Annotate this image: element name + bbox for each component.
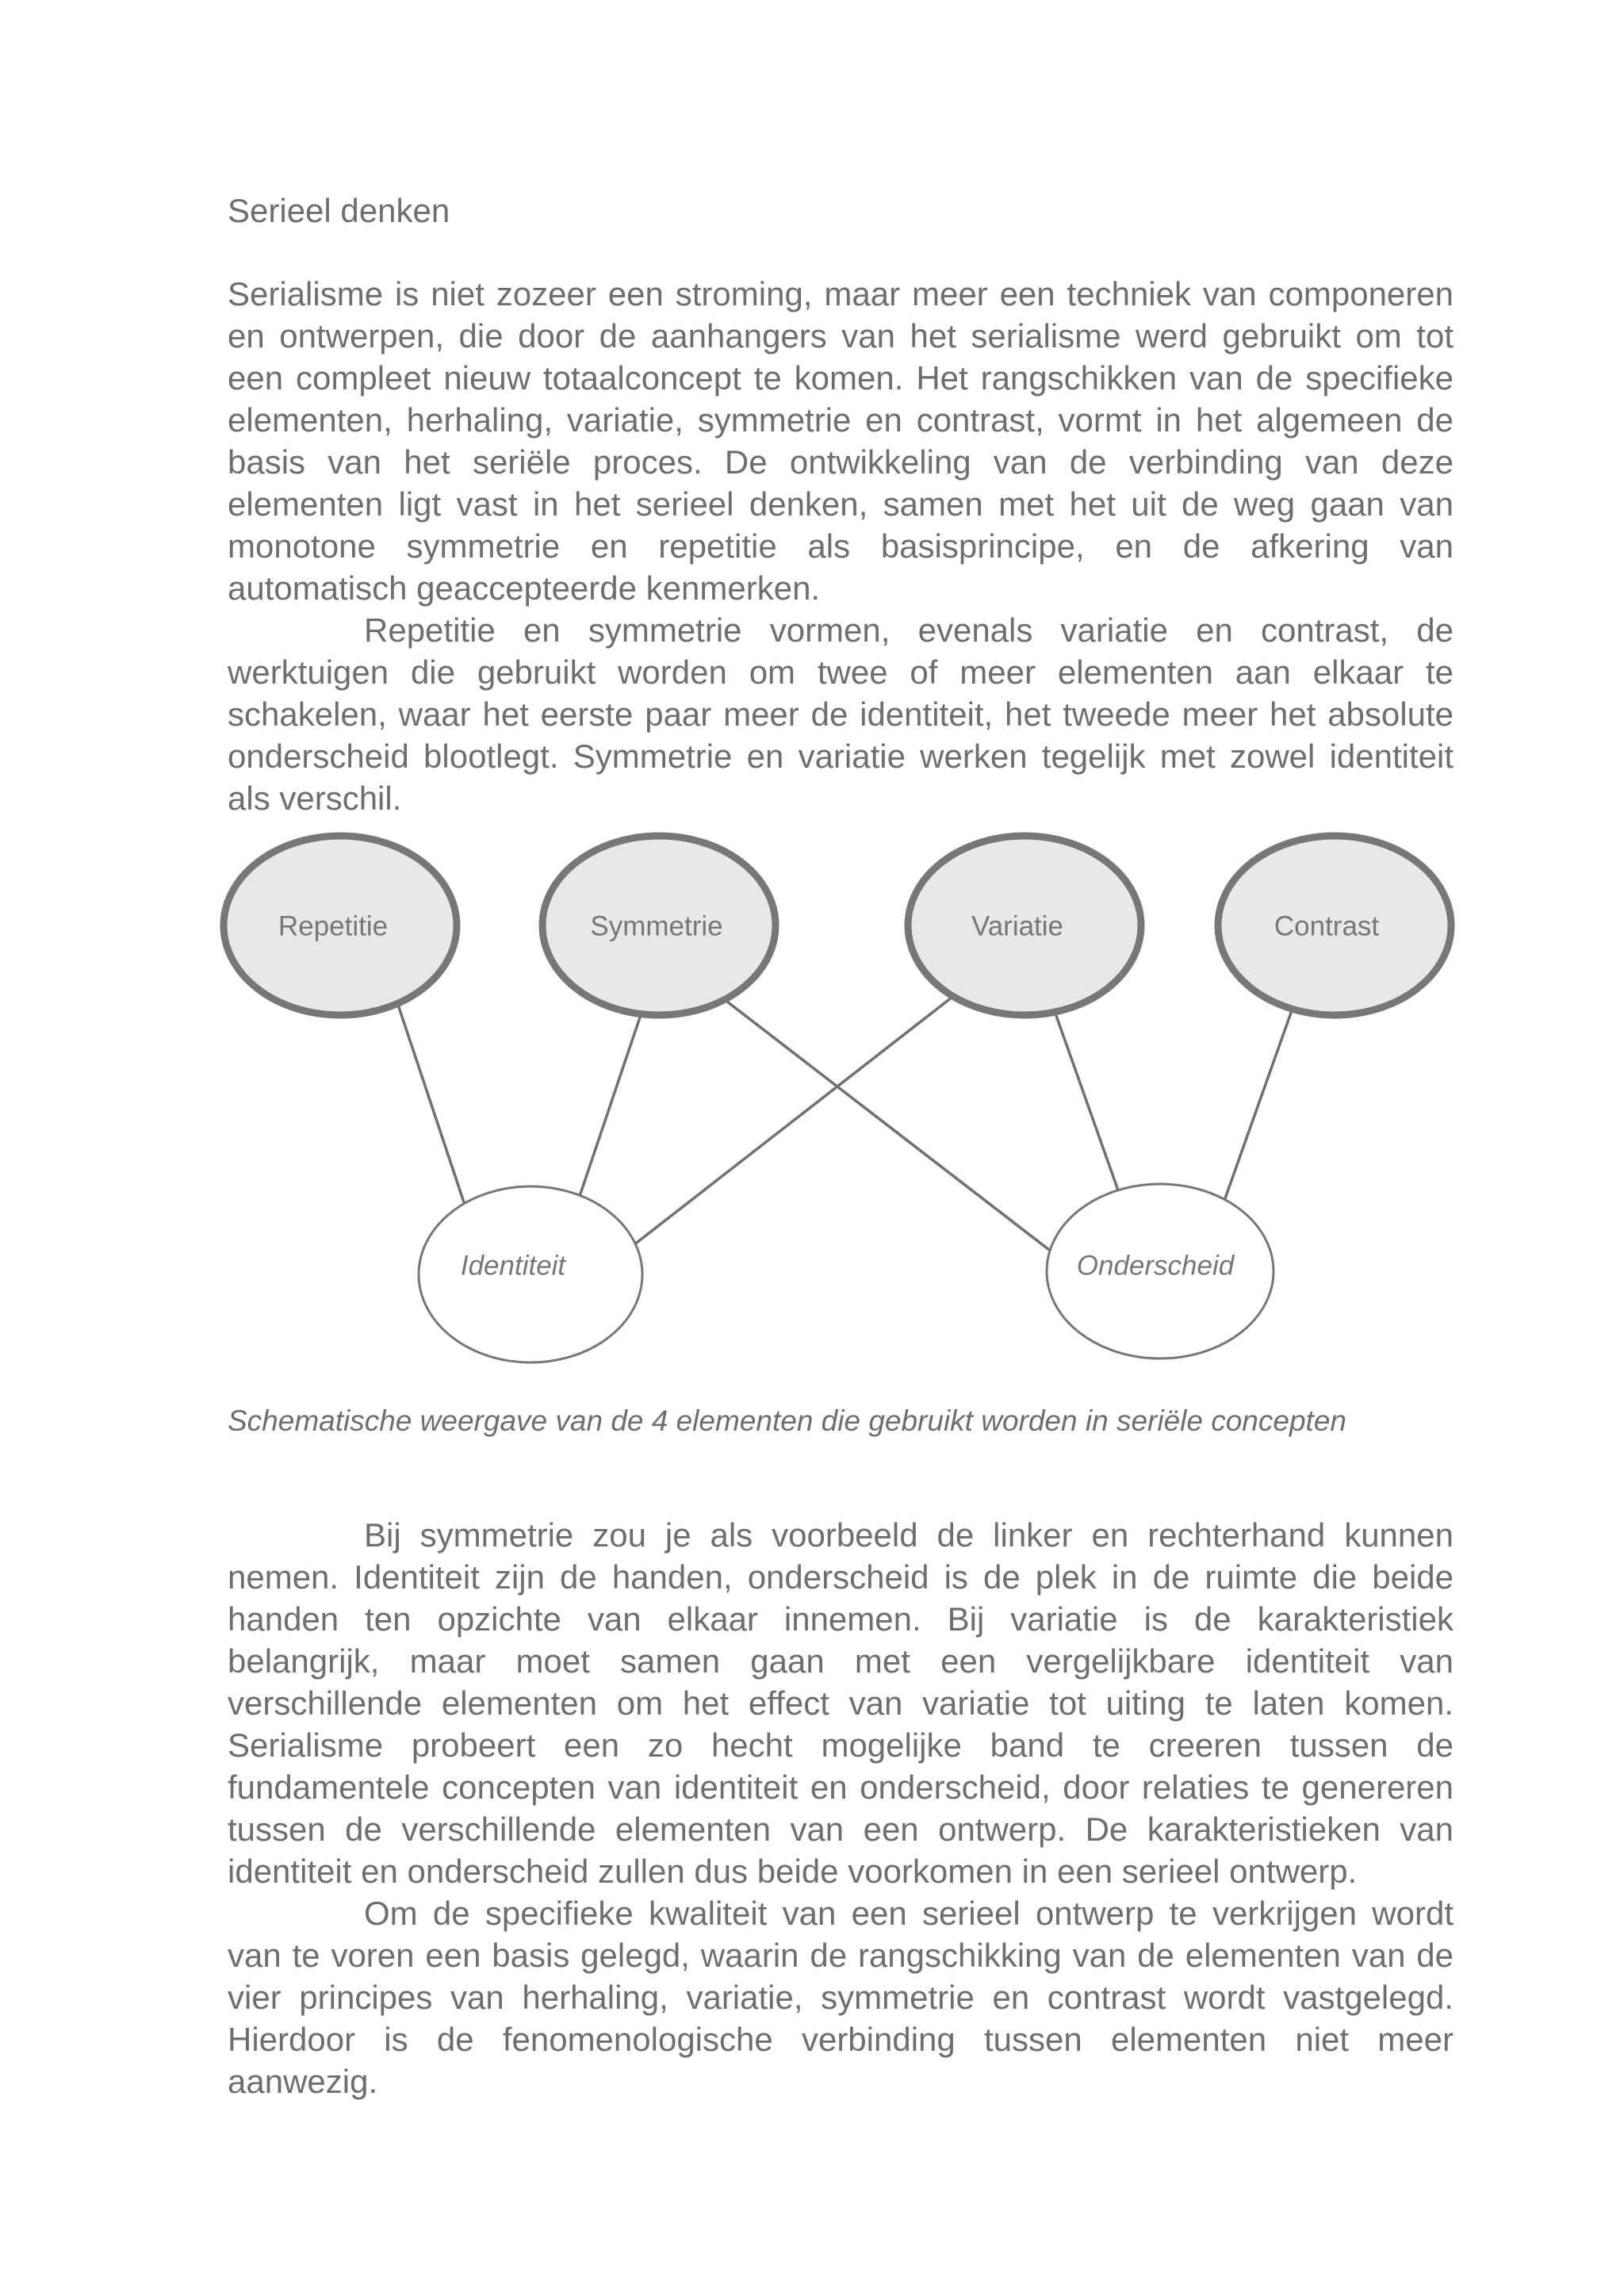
text-line: Repetitie en symmetrie vormen, evenals variatie en contrast, de xyxy=(364,611,1454,649)
edge-symmetrie-onderscheid xyxy=(717,994,1059,1258)
text-line: identiteit en onderscheid zullen dus beide voorkomen in een serieel ontwerp. xyxy=(228,1853,1358,1890)
text-line: Hierdoor is de fenomenologische verbinding tussen elementen niet meer xyxy=(228,2021,1454,2058)
text-line: en ontwerpen, die door de aanhangers van het serialisme werd gebruikt om tot xyxy=(228,317,1454,354)
text-line: werktuigen die gebruikt worden om twee of meer elementen aan elkaar te xyxy=(228,653,1454,691)
paragraph-4 xyxy=(228,1892,1454,2102)
text-line: Om de specifieke kwaliteit van een serieel ontwerp te verkrijgen wordt xyxy=(364,1895,1454,1932)
document-title: Serieel denken xyxy=(228,192,450,229)
edge-contrast-onderscheid xyxy=(1220,1002,1295,1212)
text-line: fundamentele concepten van identiteit en onderscheid, door relaties te genereren xyxy=(228,1768,1454,1806)
paragraph-3 xyxy=(228,1514,1454,1892)
text-block-lower xyxy=(228,1514,1454,2102)
text-line: elementen ligt vast in het serieel denken, samen met het uit de weg gaan van xyxy=(228,485,1454,523)
text-line: Serialisme probeert een zo hecht mogelijke band te creeren tussen de xyxy=(228,1726,1454,1764)
text-line: handen ten opzichte van elkaar innemen. Bij variatie is de karakteristiek xyxy=(228,1600,1454,1638)
node-label-variatie: Variatie xyxy=(971,910,1064,942)
text-line: belangrijk, maar moet samen gaan met een vergelijkbare identiteit van xyxy=(228,1642,1454,1680)
text-line: aanwezig. xyxy=(228,2063,378,2100)
text-block-upper xyxy=(228,273,1454,819)
text-line: vier principes van herhaling, variatie, symmetrie en contrast wordt vastgelegd. xyxy=(228,1979,1454,2016)
edge-variatie-onderscheid xyxy=(1051,1002,1122,1201)
edge-symmetrie-identiteit xyxy=(576,1006,644,1208)
text-line: van te voren een basis gelegd, waarin de rangschikking van de elementen van de xyxy=(228,1937,1454,1974)
paragraph-1 xyxy=(228,273,1454,609)
text-line: basis van het seriële proces. De ontwikkeling van de verbinding van deze xyxy=(228,443,1454,481)
node-label-symmetrie: Symmetrie xyxy=(590,910,723,942)
diagram-caption: Schematische weergave van de 4 elementen die gebruikt worden in seriële concepten xyxy=(228,1404,1346,1437)
text-line: tussen de verschillende elementen van een ontwerp. De karakteristieken van xyxy=(228,1811,1454,1848)
node-label-identiteit: Identiteit xyxy=(460,1250,566,1282)
text-line: monotone symmetrie en repetitie als basisprincipe, en de afkering van xyxy=(228,527,1454,565)
text-line: als verschil. xyxy=(228,780,402,817)
node-label-onderscheid: Onderscheid xyxy=(1076,1250,1235,1282)
paragraph-2 xyxy=(228,609,1454,819)
text-line: een compleet nieuw totaalconcept te komen. Het rangschikken van de specifieke xyxy=(228,359,1454,397)
node-label-contrast: Contrast xyxy=(1274,910,1380,942)
edge-variatie-identiteit xyxy=(626,989,963,1251)
text-line: nemen. Identiteit zijn de handen, onderscheid is de plek in de ruimte die beide xyxy=(228,1558,1454,1596)
text-line: verschillende elementen om het effect van variatie tot uiting te laten komen. xyxy=(228,1684,1454,1722)
text-line: elementen, herhaling, variatie, symmetrie en contrast, vormt in het algemeen de xyxy=(228,401,1454,439)
text-line: schakelen, waar het eerste paar meer de identiteit, het tweede meer het absolute xyxy=(228,695,1454,733)
text-line: onderscheid blootlegt. Symmetrie en variatie werken tegelijk met zowel identiteit xyxy=(228,738,1454,775)
text-line: Bij symmetrie zou je als voorbeeld de linker en rechterhand kunnen xyxy=(364,1516,1454,1554)
text-line: automatisch geaccepteerde kenmerken. xyxy=(228,569,821,607)
diagram xyxy=(0,817,1624,1404)
text-line: Serialisme is niet zozeer een stroming, maar meer een techniek van componeren xyxy=(228,275,1454,312)
node-label-repetitie: Repetitie xyxy=(278,910,389,942)
edge-repetitie-identiteit xyxy=(395,995,467,1212)
